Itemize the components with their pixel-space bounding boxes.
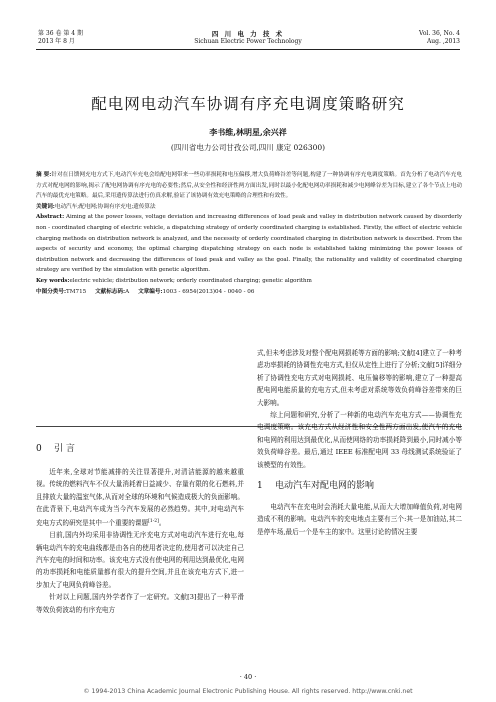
doc-code-value: A [125,288,130,295]
paragraph: 综上问题和研究,分析了一种新的电动汽车充电方式——协调性充电调度策略。该充电方式从经济性和安全性两方面出发,使汽车的充电和电网的利用达到最优化,从而使网络的功率损耗降到最小,同时减小等效负荷峰谷差。最后,通过 IEEE 标准配电网 33 母线测试系统验证了该模型的有效性。 [257,411,462,469]
keywords-en-text: electric vehicle; distribution network; orderly coordinated charging; genetic algorithm [69,277,312,284]
journal-volume-info-en [419,30,460,46]
keywords-zh-text: 电动汽车;配电网;协调有序充电;遗传算法 [54,203,156,210]
paragraph: 针对以上问题,国内外学者作了一定研究。文献[3]提出了一种平滑等效负荷波动的有序充电方 [36,593,244,614]
paragraph-text-end: 。 [158,518,166,527]
abstract-en-label: Abstract: [36,214,65,221]
abstract-zh [36,170,462,202]
journal-name-en: Sichuan Electric Power Technology [194,38,302,45]
paper-title: 配电网电动汽车协调有序充电调度策略研究 [91,95,405,113]
section-number: 1 [257,481,263,492]
clc-label: 中图分类号: [36,288,67,295]
citation: [1-2] [148,518,159,524]
volume-issue-en: Vol. 36, No. 4 [419,30,460,37]
abstract-en [36,212,462,276]
section-number: 0 [36,444,42,454]
section-heading-1 [257,479,462,493]
paper-affiliation: (四川省电力公司甘孜公司,四川 康定 026300) [170,143,326,152]
volume-issue: 第 36 卷 第 4 期 [38,30,83,37]
keywords-zh-label: 关键词: [36,203,55,210]
section-heading-intro [36,442,244,456]
paragraph [36,466,244,529]
paragraph: 电动汽车在充电时会消耗大量电能,从而大大增加峰值负荷,对电网造成不利的影响。电动汽车的充电地点主要有三个:其一是加油站,其二是停车场,最后一个是车主的家中。这里讨论的情况主要 [257,503,462,536]
journal-name-zh: 四 川 电 力 技 术 [211,30,285,38]
classification-line [36,287,462,298]
abstract-block [36,170,462,297]
header-divider [36,49,460,50]
copyright-footer: © 1994-2013 China Academic Journal Electronic Publishing House. All rights reserved. http://www.cnki.net [83,688,413,695]
article-id-value: 1003 - 6954(2013)04 - 0040 - 06 [162,288,255,295]
paragraph: 目前,国内外均采用非协调性无序充电方式对电动汽车进行充电,每辆电动汽车的充电曲线都是由各自的使用者决定的,使用者可以决定自己汽车充电的时间和功率。该充电方式没有使电网的利用达到最优化,电网的功率损耗和电能质量都有很大的提升空间,并且在该充电方式下,进一步加大了电网负荷峰谷差。 [36,531,244,589]
keywords-en-label: Key words: [36,277,70,284]
body-column-left [36,442,244,616]
abstract-zh-label: 摘 要: [36,172,52,178]
doc-code-label: 文献标志码: [95,288,126,295]
paragraph-text: 近年来,全球对节能减排的关注显著提升,对清洁能源的越来越重视。传统的燃料汽车不仅大量消耗着日益减少、存量有限的化石燃料,并且排放大量的温室气体,从而对全球的环境和气候造成极大的负面影响。在此背景下,电动汽车成为当今汽车发展的必然趋势。其中,对电动汽车充电方式的研究是其中一个重要的课题 [36,468,244,527]
paragraph: 式,但未考虑涉及对整个配电网损耗等方面的影响;文献[4]建立了一种考虑功率损耗的协调性充电方式,但仅从定性上进行了分析;文献[5]详细分析了协调性充电方式对电网损耗、电压偏移等的影响,建立了一种提高配电网电能质量的充电方式,但未考虑对系统等效负荷峰谷差带来的巨大影响。 [257,349,462,407]
clc-value: TM715 [66,288,87,295]
article-id-label: 文章编号: [138,288,163,295]
keywords-zh [36,202,462,213]
paper-authors: 李书维,林明星,余兴祥 [209,127,287,137]
abstract-en-text: Aiming at the power losses, voltage deviation and increasing differences of load peak and valley in distribution network caused by disorderly non - coordinated charging of electric vehicle, a dispatching strategy of orderly coordinated charging is established. Firstly, the effect of electric vehicle charging methods on distribution network is analyzed, and the necessity of orderly coordinated charging in distribution network is described. From the aspects of security and economy, the optimal charging dispatching strategy on each node is established taking minimizing the power losses of distribution network and decreasing the differences of load peak and valley as the goal. Finally, the rationality and validity of coordinated charging strategy are verified by the simulation with genetic algorithm. [36,214,462,274]
section-title: 电动汽车对配电网的影响 [275,481,375,492]
page-number: · 40 · [239,673,257,681]
abstract-zh-text: 针对在日馈网充电方式下,电动汽车充电会给配电网带来一些功率损耗和电压偏移,增大负荷峰谷差等问题,构建了一种协调有序充电调度策略。首先分析了电动汽车充电方式对配电网的影响,揭示了配电网协调有序充电的必要性;然后,从安全性和经济性两方面出发,同时以最小化配电网功率损耗和减少电网峰谷差为目标,建立了各个节点上电动汽车的最优充电策略。最后,采用遗传算法进行仿真求解,验证了该协调有效充电策略的合理性和有效性。 [36,172,462,200]
body-column-right [257,347,462,538]
section-title: 引 言 [54,444,75,454]
keywords-en [36,276,462,287]
publication-date-en: Aug. ,2013 [426,38,460,45]
publication-date: 2013 年 8 月 [38,38,75,45]
